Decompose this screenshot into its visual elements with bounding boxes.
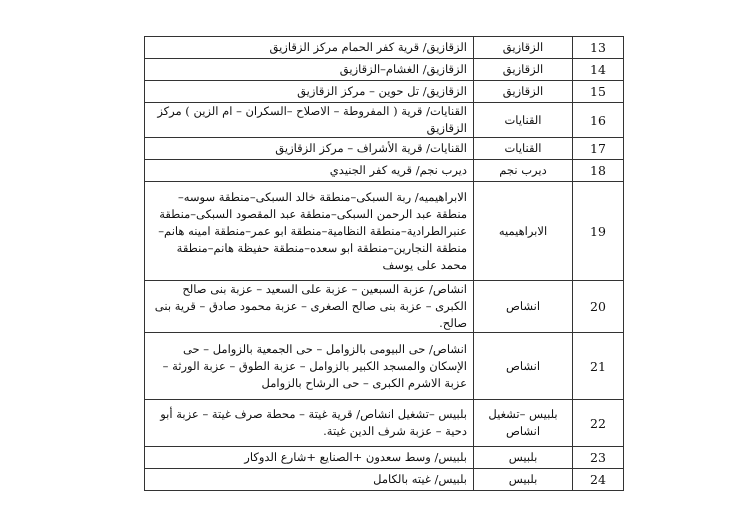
- data-table: [144, 36, 624, 491]
- row-area: الزقازيق/ تل حوين – مركز الزقازيق: [145, 81, 474, 103]
- row-place: الزقازيق: [474, 81, 573, 103]
- table-row: [145, 281, 624, 333]
- row-area: الزقازيق/ الغشام–الزقازيق: [145, 59, 474, 81]
- row-area: بلبيس –تشغيل انشاص/ قرية غيتة – محطة صرف غيتة – عزبة أبو دحية – عزبة شرف الدين غيتة.: [145, 400, 474, 447]
- row-area: القنايات/ قرية الأشراف – مركز الزقازيق: [145, 138, 474, 160]
- table-row: [145, 447, 624, 469]
- row-place: ديرب نجم: [474, 160, 573, 182]
- table-row: [145, 138, 624, 160]
- row-number: 13: [573, 37, 624, 59]
- row-place: الزقازيق: [474, 59, 573, 81]
- row-place: بلبيس: [474, 447, 573, 469]
- row-area: الزقازيق/ قرية كفر الحمام مركز الزقازيق: [145, 37, 474, 59]
- row-place: انشاص: [474, 281, 573, 333]
- row-place: الزقازيق: [474, 37, 573, 59]
- row-place: انشاص: [474, 333, 573, 400]
- row-area: القنايات/ قرية ( المفروطة – الاصلاح –السكران – ام الزين ) مركز الزقازيق: [145, 103, 474, 138]
- row-number: 21: [573, 333, 624, 400]
- row-number: 23: [573, 447, 624, 469]
- table-row: [145, 182, 624, 281]
- table-row: [145, 81, 624, 103]
- table-row: [145, 400, 624, 447]
- row-place: القنايات: [474, 103, 573, 138]
- row-number: 18: [573, 160, 624, 182]
- row-area: بلبيس/ غيته بالكامل: [145, 469, 474, 491]
- row-area: الابراهيميه/ ربة السبكى–منطقة خالد السبكى–منطقة سوسه–منطقة عبد الرحمن السبكى–منطقة عبد المقصود السبكى–منطقة عنبرالطرادية–منطقة النظامية–منطقة ابو عمر–منطقة امينه هانم–منطقة النجارين–منطقة ابو سعده–منطقة حفيظة هانم–منطقة محمد على يوسف: [145, 182, 474, 281]
- row-number: 22: [573, 400, 624, 447]
- row-area: انشاص/ عزبة السبعين – عزبة على السعيد – عزبة بنى صالح الكبرى – عزبة بنى صالح الصغرى – عزبة محمود صادق – قرية بنى صالح.: [145, 281, 474, 333]
- row-area: ديرب نجم/ قريه كفر الجنيدي: [145, 160, 474, 182]
- table-row: [145, 469, 624, 491]
- table-row: [145, 59, 624, 81]
- table-row: [145, 333, 624, 400]
- row-number: 19: [573, 182, 624, 281]
- row-number: 24: [573, 469, 624, 491]
- table-row: [145, 103, 624, 138]
- row-area: بلبيس/ وسط سعدون +الصنايع +شارع الدوكار: [145, 447, 474, 469]
- row-place: الابراهيميه: [474, 182, 573, 281]
- row-number: 20: [573, 281, 624, 333]
- row-area: انشاص/ حى البيومى بالزوامل – حى الجمعية بالزوامل – حى الإسكان والمسجد الكبير بالزوامل – عزبة الطوق – عزبة الورثة – عزبة الاشرم الكبرى – حى الرشاح بالزوامل: [145, 333, 474, 400]
- table-row: [145, 160, 624, 182]
- table-row: [145, 37, 624, 59]
- table-body: [145, 37, 624, 491]
- row-number: 14: [573, 59, 624, 81]
- row-place: بلبيس: [474, 469, 573, 491]
- row-number: 17: [573, 138, 624, 160]
- row-place: القنايات: [474, 138, 573, 160]
- row-number: 16: [573, 103, 624, 138]
- row-number: 15: [573, 81, 624, 103]
- row-place: بلبيس –تشغيل انشاص: [474, 400, 573, 447]
